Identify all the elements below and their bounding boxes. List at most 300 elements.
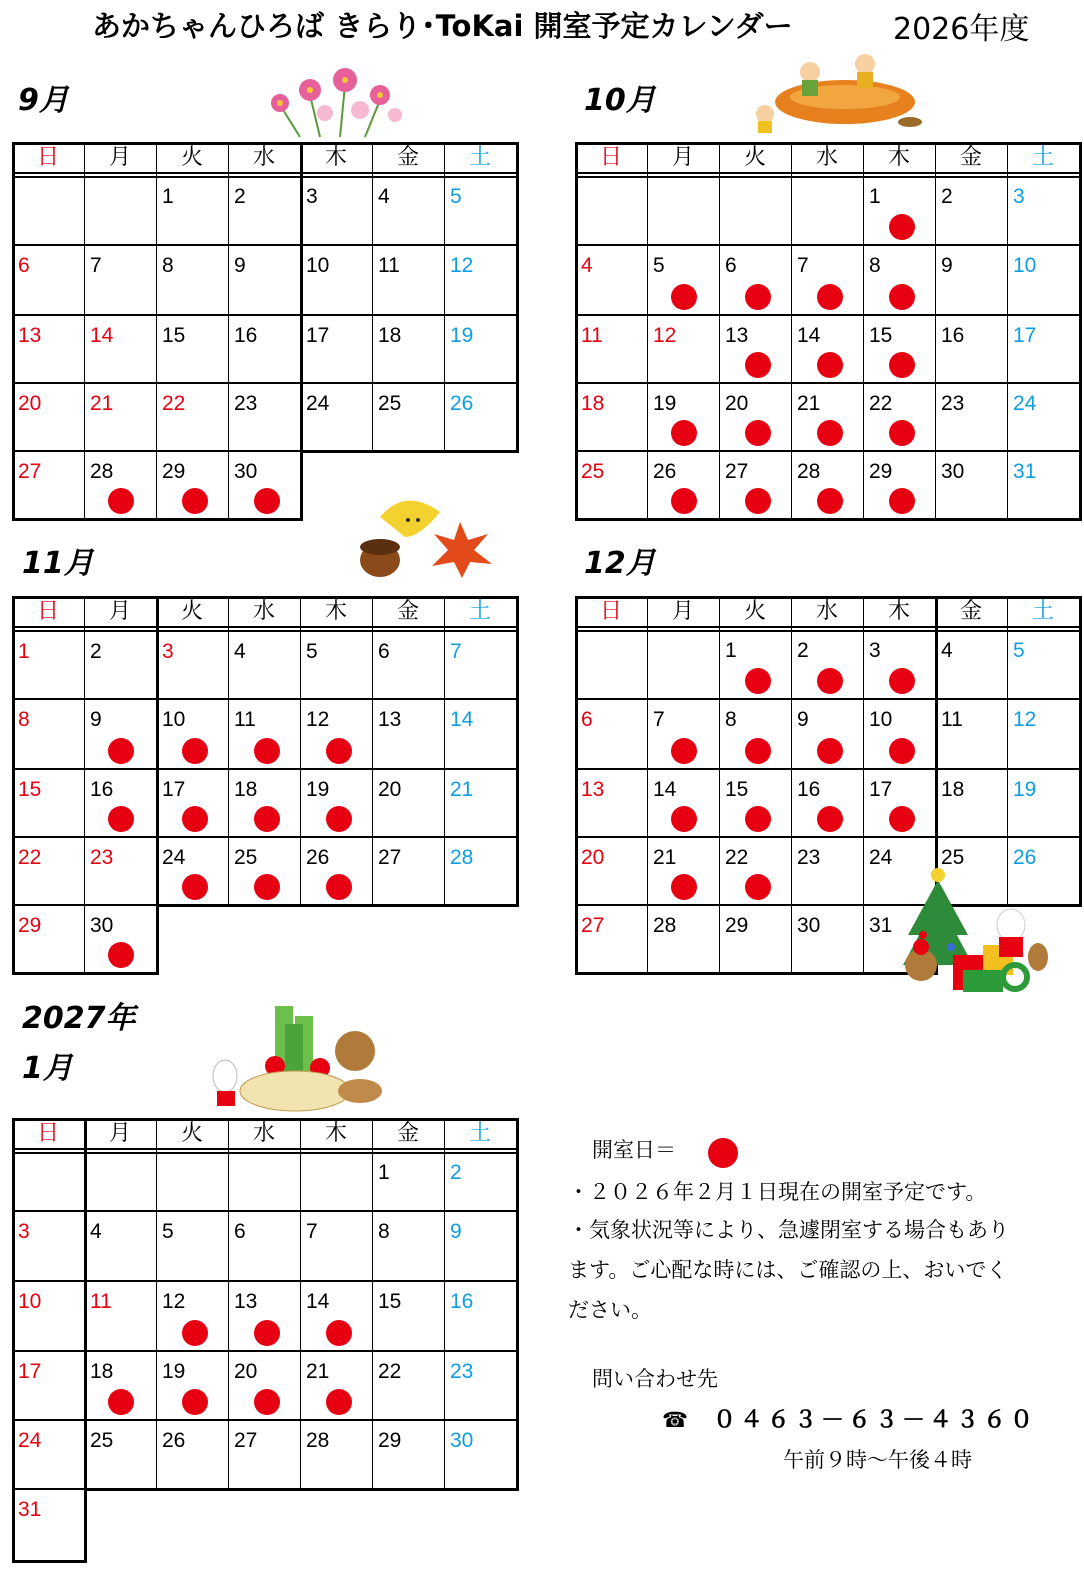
day-number: 18 — [378, 324, 402, 347]
day-number: 18 — [90, 1360, 114, 1383]
legend-open-day: 開室日＝ — [592, 1138, 676, 1162]
open-day-marker — [182, 806, 208, 832]
day-number: 20 — [378, 778, 402, 801]
day-number: 4 — [941, 639, 953, 662]
day-number: 22 — [725, 846, 749, 869]
day-number: 17 — [1013, 324, 1037, 347]
day-number: 23 — [797, 846, 821, 869]
month-label-oct: 10月 — [584, 83, 656, 118]
day-number: 29 — [725, 914, 749, 937]
day-number: 16 — [90, 778, 114, 801]
grid-line — [156, 142, 157, 520]
day-number: 8 — [18, 708, 30, 731]
open-day-marker — [326, 806, 352, 832]
day-number: 12 — [1013, 708, 1037, 731]
day-number: 3 — [869, 639, 881, 662]
note-weather-line2: ます。ご心配な時には、ご確認の上、おいでく — [568, 1258, 1008, 1282]
day-number: 16 — [234, 324, 258, 347]
grid-line — [300, 596, 301, 906]
weekday-header-saturday: 土 — [468, 1121, 491, 1146]
ginkgo-maple-acorn-illustration — [350, 492, 500, 580]
grid-line — [575, 630, 1081, 632]
day-number: 8 — [725, 708, 737, 731]
day-number: 25 — [941, 846, 965, 869]
day-number: 6 — [18, 254, 30, 277]
day-number: 26 — [306, 846, 330, 869]
weekday-header-thursday: 木 — [887, 599, 910, 624]
day-number: 23 — [234, 392, 258, 415]
weekday-header-saturday: 土 — [468, 599, 491, 624]
weekday-header-monday: 月 — [671, 599, 694, 624]
weekday-header-monday: 月 — [108, 1121, 131, 1146]
open-day-marker — [671, 874, 697, 900]
day-number: 13 — [378, 708, 402, 731]
grid-line — [300, 450, 519, 453]
day-number: 18 — [581, 392, 605, 415]
day-number: 15 — [18, 778, 42, 801]
open-day-marker — [745, 352, 771, 378]
day-number: 2 — [450, 1161, 462, 1184]
grid-line — [12, 596, 15, 974]
day-number: 20 — [581, 846, 605, 869]
grid-line — [791, 596, 792, 974]
day-number: 8 — [869, 254, 881, 277]
grid-line — [156, 904, 519, 907]
day-number: 16 — [450, 1290, 474, 1313]
day-number: 7 — [797, 254, 809, 277]
grid-line — [156, 596, 159, 974]
day-number: 15 — [869, 324, 893, 347]
day-number: 28 — [90, 460, 114, 483]
day-number: 19 — [653, 392, 677, 415]
grid-line — [575, 450, 1081, 452]
grid-line — [372, 596, 373, 906]
phone-icon: ☎ — [662, 1408, 689, 1432]
page-title: あかちゃんひろば きらり･ToKai 開室予定カレンダー — [92, 9, 793, 43]
weekday-header-saturday: 土 — [1031, 145, 1054, 170]
day-number: 2 — [234, 185, 246, 208]
grid-line — [575, 314, 1081, 316]
grid-line — [156, 1118, 157, 1490]
day-number: 30 — [450, 1429, 474, 1452]
day-number: 30 — [941, 460, 965, 483]
grid-line — [12, 518, 303, 521]
grid-line — [228, 142, 229, 520]
day-number: 20 — [234, 1360, 258, 1383]
note-weather-line3: ださい。 — [568, 1298, 652, 1322]
weekday-header-sunday: 日 — [36, 145, 59, 170]
day-number: 21 — [450, 778, 474, 801]
grid-line — [444, 142, 445, 452]
day-number: 25 — [90, 1429, 114, 1452]
grid-line — [84, 142, 85, 520]
day-number: 24 — [162, 846, 186, 869]
day-number: 10 — [1013, 254, 1037, 277]
weekday-header-monday: 月 — [108, 145, 131, 170]
day-number: 4 — [378, 185, 390, 208]
open-day-marker — [108, 1389, 134, 1415]
day-number: 30 — [234, 460, 258, 483]
day-number: 9 — [941, 254, 953, 277]
day-number: 27 — [234, 1429, 258, 1452]
day-number: 31 — [1013, 460, 1037, 483]
open-day-marker — [326, 1320, 352, 1346]
grid-line — [575, 172, 1081, 174]
grid-line — [516, 596, 519, 906]
day-number: 7 — [450, 640, 462, 663]
grid-line — [12, 1210, 518, 1212]
day-number: 21 — [653, 846, 677, 869]
day-number: 4 — [234, 640, 246, 663]
grid-line — [863, 142, 864, 520]
day-number: 3 — [18, 1220, 30, 1243]
grid-line — [12, 1148, 518, 1150]
grid-line — [12, 630, 518, 632]
day-number: 10 — [162, 708, 186, 731]
grid-line — [300, 142, 303, 520]
open-day-marker — [745, 806, 771, 832]
contact-phone: ０４６３－６３－４３６０ — [713, 1407, 1037, 1433]
day-number: 12 — [162, 1290, 186, 1313]
day-number: 10 — [869, 708, 893, 731]
day-number: 22 — [869, 392, 893, 415]
grid-line — [1007, 596, 1008, 906]
day-number: 16 — [941, 324, 965, 347]
day-number: 29 — [162, 460, 186, 483]
day-number: 2 — [941, 185, 953, 208]
open-day-marker — [745, 738, 771, 764]
grid-line — [647, 142, 648, 520]
day-number: 19 — [450, 324, 474, 347]
fiscal-year: 2026年度 — [893, 12, 1030, 47]
day-number: 24 — [1013, 392, 1037, 415]
open-day-marker — [182, 1320, 208, 1346]
weekday-header-thursday: 木 — [324, 145, 347, 170]
day-number: 8 — [378, 1220, 390, 1243]
weekday-header-sunday: 日 — [36, 599, 59, 624]
day-number: 24 — [306, 392, 330, 415]
grid-line — [228, 596, 229, 906]
month-label-sep: 9月 — [18, 83, 69, 118]
open-day-marker — [817, 806, 843, 832]
day-number: 19 — [162, 1360, 186, 1383]
grid-line — [12, 972, 159, 975]
day-number: 6 — [378, 640, 390, 663]
open-day-marker — [671, 806, 697, 832]
open-day-marker — [671, 488, 697, 514]
weekday-header-wednesday: 水 — [252, 145, 275, 170]
cosmos-flower-illustration — [250, 55, 420, 140]
day-number: 17 — [162, 778, 186, 801]
day-number: 3 — [306, 185, 318, 208]
grid-line — [12, 626, 518, 628]
day-number: 17 — [869, 778, 893, 801]
day-number: 1 — [725, 639, 737, 662]
day-number: 18 — [941, 778, 965, 801]
grid-line — [12, 1350, 518, 1352]
day-number: 13 — [725, 324, 749, 347]
day-number: 13 — [234, 1290, 258, 1313]
day-number: 24 — [18, 1429, 42, 1452]
day-number: 8 — [162, 254, 174, 277]
weekday-header-thursday: 木 — [887, 145, 910, 170]
autumn-leaf-children-illustration — [735, 42, 925, 137]
open-day-marker — [182, 488, 208, 514]
day-number: 11 — [234, 708, 256, 731]
day-number: 7 — [653, 708, 665, 731]
weekday-header-tuesday: 火 — [743, 599, 766, 624]
weekday-header-monday: 月 — [671, 145, 694, 170]
open-day-marker — [182, 738, 208, 764]
open-day-marker — [254, 488, 280, 514]
open-day-marker — [745, 488, 771, 514]
day-number: 28 — [653, 914, 677, 937]
open-day-marker — [745, 874, 771, 900]
day-number: 11 — [941, 708, 963, 731]
grid-line — [12, 768, 518, 770]
open-day-marker — [108, 806, 134, 832]
open-day-marker — [326, 874, 352, 900]
grid-line — [444, 596, 445, 906]
grid-line — [444, 1118, 445, 1490]
weekday-header-wednesday: 水 — [252, 1121, 275, 1146]
grid-line — [12, 382, 518, 384]
day-number: 28 — [797, 460, 821, 483]
grid-line — [516, 1118, 519, 1490]
open-day-marker — [326, 1389, 352, 1415]
open-day-marker — [182, 1389, 208, 1415]
day-number: 17 — [18, 1360, 42, 1383]
day-number: 27 — [581, 914, 605, 937]
weekday-header-wednesday: 水 — [252, 599, 275, 624]
day-number: 5 — [653, 254, 665, 277]
weekday-header-tuesday: 火 — [180, 599, 203, 624]
month-label-jan: 1月 — [22, 1051, 73, 1086]
open-day-marker — [817, 420, 843, 446]
day-number: 23 — [941, 392, 965, 415]
grid-line — [1079, 596, 1082, 906]
day-number: 14 — [797, 324, 821, 347]
weekday-header-sunday: 日 — [36, 1121, 59, 1146]
grid-line — [12, 172, 518, 174]
day-number: 30 — [90, 914, 114, 937]
day-number: 31 — [869, 914, 893, 937]
open-day-marker — [817, 352, 843, 378]
open-day-marker — [745, 284, 771, 310]
weekday-header-tuesday: 火 — [180, 1121, 203, 1146]
grid-line — [12, 314, 518, 316]
weekday-header-sunday: 日 — [599, 145, 622, 170]
grid-line — [575, 836, 1081, 838]
day-number: 31 — [18, 1498, 42, 1521]
day-number: 20 — [725, 392, 749, 415]
grid-line — [575, 518, 1082, 521]
day-number: 22 — [18, 846, 42, 869]
grid-line — [575, 176, 1081, 178]
day-number: 2 — [90, 640, 102, 663]
day-number: 14 — [90, 324, 114, 347]
day-number: 11 — [581, 324, 603, 347]
grid-line — [935, 142, 936, 520]
year-label-2027: 2027年 — [22, 1001, 136, 1036]
day-number: 7 — [306, 1220, 318, 1243]
contact-label: 問い合わせ先 — [592, 1367, 718, 1391]
open-day-marker — [254, 1389, 280, 1415]
day-number: 21 — [797, 392, 821, 415]
weekday-header-wednesday: 水 — [815, 145, 838, 170]
grid-line — [84, 596, 85, 974]
day-number: 18 — [234, 778, 258, 801]
open-day-marker — [745, 420, 771, 446]
day-number: 22 — [378, 1360, 402, 1383]
day-number: 23 — [450, 1360, 474, 1383]
grid-line — [12, 1419, 518, 1421]
open-day-marker — [671, 420, 697, 446]
day-number: 6 — [725, 254, 737, 277]
grid-line — [228, 1118, 229, 1490]
open-day-marker — [671, 284, 697, 310]
weekday-header-tuesday: 火 — [180, 145, 203, 170]
open-day-marker — [254, 874, 280, 900]
open-day-marker — [817, 738, 843, 764]
day-number: 10 — [306, 254, 330, 277]
grid-line — [12, 1280, 518, 1282]
weekday-header-sunday: 日 — [599, 599, 622, 624]
weekday-header-wednesday: 水 — [815, 599, 838, 624]
day-number: 5 — [162, 1220, 174, 1243]
open-day-marker — [889, 420, 915, 446]
day-number: 9 — [450, 1220, 462, 1243]
weekday-header-friday: 金 — [396, 599, 419, 624]
day-number: 1 — [869, 185, 881, 208]
weekday-header-friday: 金 — [396, 1121, 419, 1146]
open-day-marker — [889, 738, 915, 764]
open-day-marker — [889, 668, 915, 694]
grid-line — [863, 596, 864, 974]
day-number: 10 — [18, 1290, 42, 1313]
open-day-marker — [108, 488, 134, 514]
weekday-header-monday: 月 — [108, 599, 131, 624]
day-number: 12 — [306, 708, 330, 731]
open-day-marker — [817, 488, 843, 514]
day-number: 16 — [797, 778, 821, 801]
open-day-marker — [817, 668, 843, 694]
day-number: 14 — [306, 1290, 330, 1313]
grid-line — [516, 142, 519, 452]
grid-line — [575, 382, 1081, 384]
grid-line — [791, 142, 792, 520]
day-number: 19 — [1013, 778, 1037, 801]
day-number: 9 — [797, 708, 809, 731]
contact-hours: 午前９時～午後４時 — [783, 1448, 972, 1472]
day-number: 1 — [378, 1161, 390, 1184]
open-day-marker — [889, 214, 915, 240]
day-number: 29 — [18, 914, 42, 937]
day-number: 27 — [725, 460, 749, 483]
grid-line — [372, 142, 373, 452]
day-number: 12 — [450, 254, 474, 277]
grid-line — [84, 1488, 519, 1491]
open-day-marker — [108, 738, 134, 764]
day-number: 4 — [581, 254, 593, 277]
weekday-header-saturday: 土 — [1031, 599, 1054, 624]
day-number: 3 — [1013, 185, 1025, 208]
day-number: 20 — [18, 392, 42, 415]
open-day-marker — [108, 942, 134, 968]
open-day-marker — [326, 738, 352, 764]
open-day-marker — [817, 284, 843, 310]
day-number: 28 — [450, 846, 474, 869]
note-current-schedule: ・２０２６年２月１日現在の開室予定です。 — [568, 1180, 987, 1204]
day-number: 26 — [450, 392, 474, 415]
open-day-marker — [889, 488, 915, 514]
day-number: 29 — [869, 460, 893, 483]
grid-line — [12, 1560, 87, 1563]
day-number: 25 — [378, 392, 402, 415]
grid-line — [575, 768, 1081, 770]
day-number: 14 — [653, 778, 677, 801]
open-day-marker — [671, 738, 697, 764]
day-number: 14 — [450, 708, 474, 731]
weekday-header-friday: 金 — [959, 145, 982, 170]
day-number: 30 — [797, 914, 821, 937]
day-number: 23 — [90, 846, 114, 869]
day-number: 25 — [234, 846, 258, 869]
note-weather-line1: ・気象状況等により、急遽閉室する場合もあり — [568, 1218, 1009, 1242]
grid-line — [12, 244, 518, 246]
open-day-marker — [889, 284, 915, 310]
day-number: 5 — [1013, 639, 1025, 662]
day-number: 3 — [162, 640, 174, 663]
grid-line — [647, 596, 648, 974]
grid-line — [1007, 142, 1008, 520]
open-day-marker — [889, 806, 915, 832]
day-number: 21 — [90, 392, 114, 415]
grid-line — [12, 142, 15, 520]
day-number: 29 — [378, 1429, 402, 1452]
day-number: 7 — [90, 254, 102, 277]
weekday-header-thursday: 木 — [324, 1121, 347, 1146]
grid-line — [719, 596, 720, 974]
grid-line — [575, 596, 578, 974]
open-day-marker — [182, 874, 208, 900]
day-number: 26 — [162, 1429, 186, 1452]
grid-line — [575, 698, 1081, 700]
day-number: 12 — [653, 324, 677, 347]
grid-line — [84, 1118, 87, 1562]
day-number: 5 — [306, 640, 318, 663]
day-number: 9 — [90, 708, 102, 731]
day-number: 22 — [162, 392, 186, 415]
day-number: 6 — [234, 1220, 246, 1243]
weekday-header-tuesday: 火 — [743, 145, 766, 170]
month-label-dec: 12月 — [584, 546, 656, 581]
day-number: 2 — [797, 639, 809, 662]
legend-open-dot — [708, 1138, 738, 1168]
grid-line — [12, 1152, 518, 1154]
open-day-marker — [889, 352, 915, 378]
open-day-marker — [745, 668, 771, 694]
day-number: 9 — [234, 254, 246, 277]
grid-line — [575, 244, 1081, 246]
day-number: 5 — [450, 185, 462, 208]
grid-line — [719, 142, 720, 520]
weekday-header-saturday: 土 — [468, 145, 491, 170]
day-number: 1 — [18, 640, 30, 663]
day-number: 21 — [306, 1360, 330, 1383]
open-day-marker — [254, 1320, 280, 1346]
day-number: 11 — [378, 254, 400, 277]
